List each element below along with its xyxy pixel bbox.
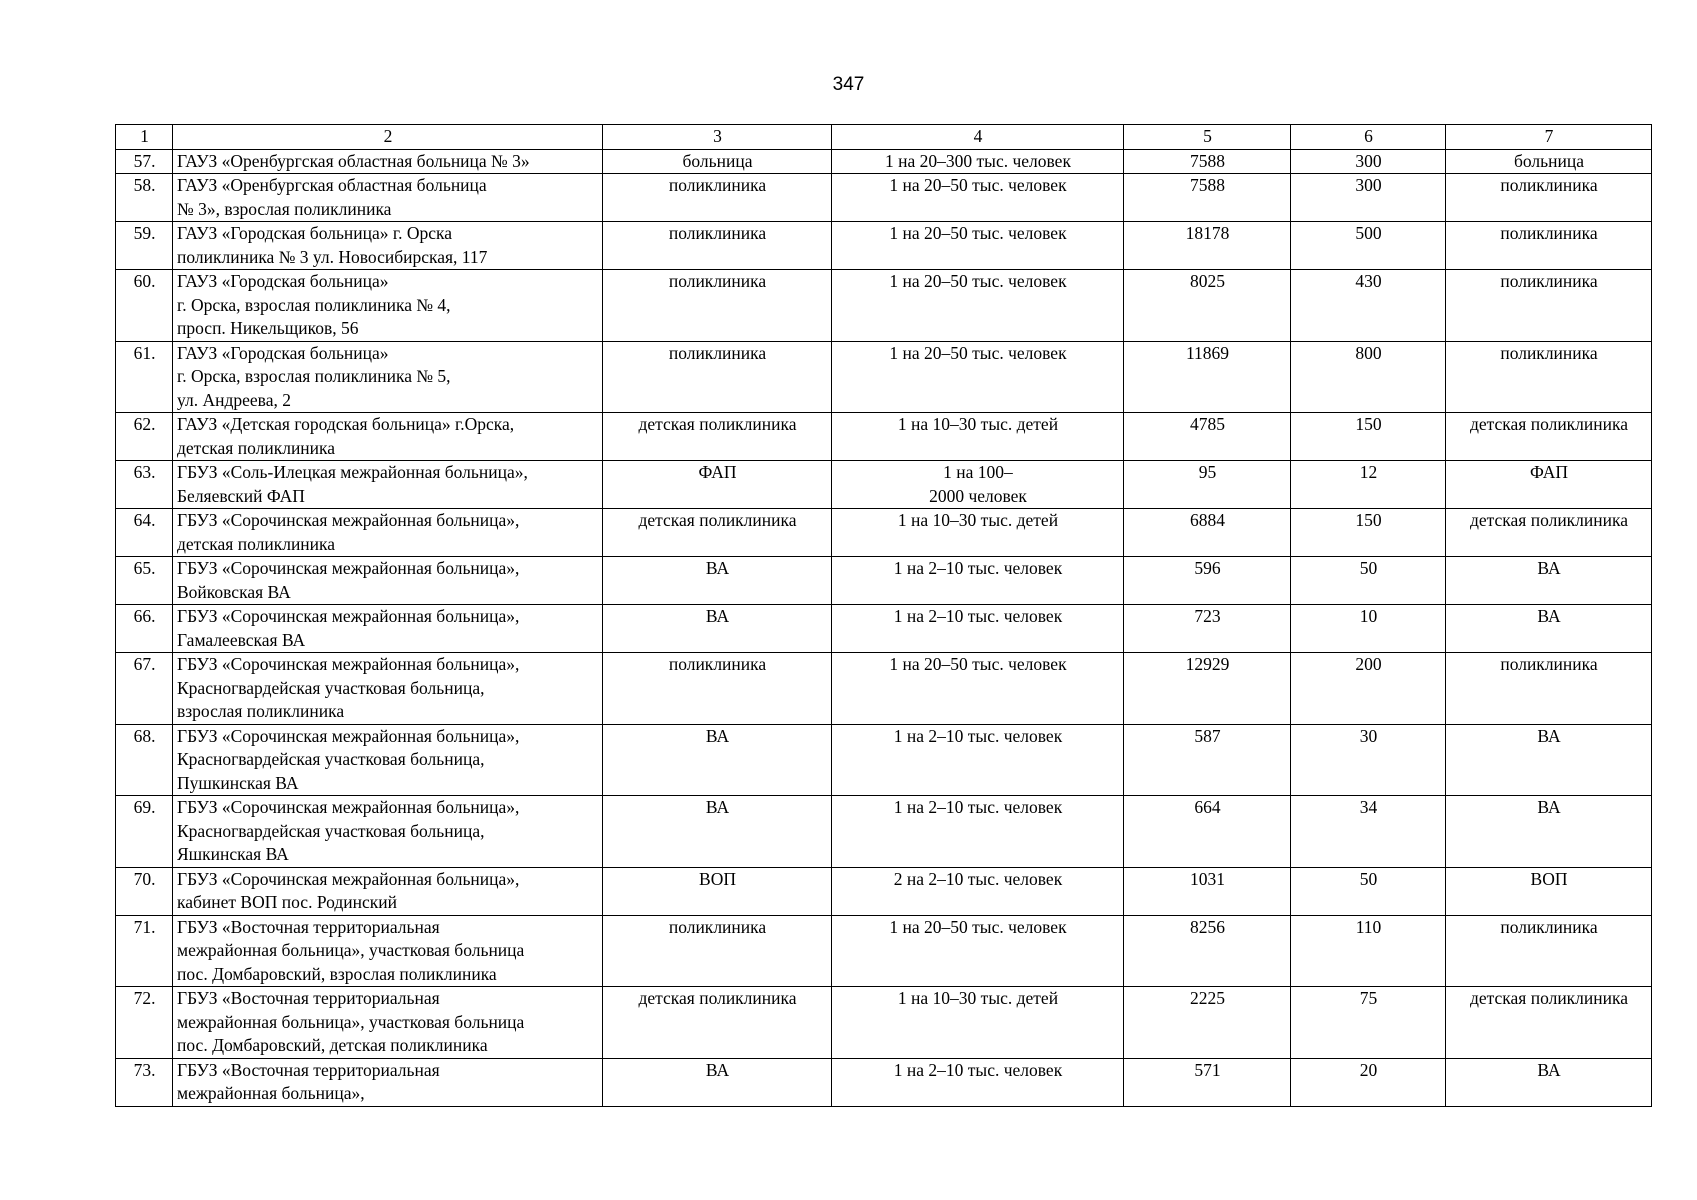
facility-name-line: ГАУЗ «Городская больница» г. Орска	[177, 223, 453, 243]
norm-cell	[832, 724, 1124, 796]
column-7-cell	[1446, 653, 1652, 725]
norm-cell	[832, 796, 1124, 868]
column-5-cell	[1124, 867, 1291, 915]
column-6-value: 75	[1359, 988, 1378, 1008]
facility-type-cell	[603, 149, 832, 174]
column-5-cell	[1124, 341, 1291, 413]
row-number-cell	[116, 557, 173, 605]
table-row	[116, 653, 1652, 725]
row-number: 67.	[133, 654, 156, 674]
norm-cell	[832, 1058, 1124, 1106]
facility-name-line: Гамалеевская ВА	[177, 629, 306, 650]
norm-cell	[832, 270, 1124, 342]
column-7-value: поликлиника	[1500, 916, 1598, 937]
column-7-value: детская поликлиника	[1469, 510, 1629, 530]
facility-type-cell	[603, 605, 832, 653]
facility-type: ВА	[705, 797, 730, 817]
facility-type-cell	[603, 1058, 832, 1106]
column-5-cell	[1124, 724, 1291, 796]
column-6-cell	[1291, 915, 1446, 987]
norm-line: 1 на 2–10 тыс. человек	[893, 606, 1063, 626]
column-6-value: 110	[1355, 916, 1382, 937]
facility-name-line: ГБУЗ «Сорочинская межрайонная больница»,	[177, 868, 520, 889]
facility-name-line: ГАУЗ «Оренбургская областная больница № 3»	[177, 150, 530, 171]
facility-name-line: Красногвардейская участковая больница,	[177, 749, 485, 769]
column-6-cell	[1291, 149, 1446, 174]
row-number-cell	[116, 461, 173, 509]
column-6-value: 10	[1359, 606, 1378, 626]
facility-name-line: ГБУЗ «Сорочинская межрайонная больница»,	[177, 797, 520, 817]
norm-cell	[832, 461, 1124, 509]
row-number: 71.	[133, 916, 156, 937]
row-number-cell	[116, 1058, 173, 1106]
column-7-cell	[1446, 796, 1652, 868]
column-5-value: 664	[1194, 797, 1221, 817]
facility-name-line: межрайонная больница»,	[177, 1083, 365, 1103]
column-6-value: 34	[1359, 797, 1378, 817]
row-number-cell	[116, 867, 173, 915]
row-number: 72.	[133, 988, 156, 1008]
norm-cell	[832, 174, 1124, 222]
facility-type: ФАП	[698, 462, 737, 482]
norm-cell	[832, 341, 1124, 413]
column-6-cell	[1291, 867, 1446, 915]
row-number: 63.	[133, 462, 156, 482]
facility-name-line: взрослая поликлиника	[177, 701, 345, 721]
column-6-cell	[1291, 461, 1446, 509]
column-5-cell	[1124, 149, 1291, 174]
column-6-cell	[1291, 653, 1446, 725]
column-5-cell	[1124, 413, 1291, 461]
norm-line: 1 на 20–50 тыс. человек	[889, 271, 1067, 291]
row-number-cell	[116, 270, 173, 342]
column-7-cell	[1446, 557, 1652, 605]
table-row	[116, 174, 1652, 222]
column-7-cell	[1446, 867, 1652, 915]
norm-line: 1 на 10–30 тыс. детей	[897, 414, 1059, 434]
column-7-value: ВА	[1537, 797, 1561, 817]
facility-name-line: ГАУЗ «Городская больница»	[177, 342, 389, 363]
column-5-value: 8256	[1190, 916, 1225, 937]
table-row	[116, 605, 1652, 653]
table-row	[116, 222, 1652, 270]
column-6-cell	[1291, 413, 1446, 461]
row-number: 58.	[133, 175, 156, 195]
column-7-cell	[1446, 1058, 1652, 1106]
facility-type: поликлиника	[668, 223, 767, 243]
column-header: 6	[1291, 125, 1446, 150]
column-header: 7	[1446, 125, 1652, 150]
column-5-cell	[1124, 509, 1291, 557]
column-7-value: ВА	[1537, 558, 1561, 578]
norm-line: 1 на 20–50 тыс. человек	[889, 223, 1067, 243]
facility-type-cell	[603, 987, 832, 1059]
facility-name-line: пос. Домбаровский, взрослая поликлиника	[177, 963, 497, 984]
row-number-cell	[116, 653, 173, 725]
row-number-cell	[116, 605, 173, 653]
facility-name-line: ГБУЗ «Сорочинская межрайонная больница»,	[177, 606, 520, 626]
norm-line: 1 на 10–30 тыс. детей	[897, 988, 1059, 1008]
column-6-value: 20	[1359, 1059, 1378, 1080]
column-7-value: ВА	[1537, 606, 1561, 626]
column-6-cell	[1291, 724, 1446, 796]
facility-name-cell	[173, 174, 603, 222]
row-number-cell	[116, 174, 173, 222]
norm-cell	[832, 987, 1124, 1059]
table-row	[116, 867, 1652, 915]
row-number: 64.	[133, 510, 156, 530]
column-7-value: поликлиника	[1500, 271, 1598, 291]
column-7-value: детская поликлиника	[1469, 414, 1629, 434]
column-5-cell	[1124, 557, 1291, 605]
facility-name-cell	[173, 341, 603, 413]
facility-name-line: ГБУЗ «Соль-Илецкая межрайонная больница»,	[177, 462, 528, 482]
column-5-value: 723	[1194, 606, 1221, 626]
norm-line: 1 на 2–10 тыс. человек	[893, 725, 1063, 746]
column-7-value: поликлиника	[1500, 175, 1598, 195]
column-header: 3	[603, 125, 832, 150]
table-row	[116, 270, 1652, 342]
facility-name-cell	[173, 605, 603, 653]
row-number: 60.	[133, 271, 156, 291]
column-6-value: 300	[1355, 150, 1382, 171]
facility-name-line: Войковская ВА	[177, 581, 291, 602]
column-5-cell	[1124, 987, 1291, 1059]
column-6-value: 500	[1355, 223, 1382, 243]
facility-name-line: ГАУЗ «Детская городская больница» г.Орска,	[177, 414, 515, 434]
column-5-cell	[1124, 605, 1291, 653]
facility-type: ВА	[705, 1059, 730, 1080]
column-5-cell	[1124, 796, 1291, 868]
column-5-value: 1031	[1190, 868, 1225, 889]
facility-name-cell	[173, 796, 603, 868]
column-6-cell	[1291, 796, 1446, 868]
row-number: 61.	[133, 342, 156, 363]
column-6-value: 50	[1359, 868, 1378, 889]
facility-name-cell	[173, 557, 603, 605]
facility-name-cell	[173, 867, 603, 915]
row-number: 59.	[133, 223, 156, 243]
column-6-value: 430	[1355, 271, 1382, 291]
facility-name-line: межрайонная больница», участковая больница	[177, 1011, 525, 1032]
facility-type: ВА	[705, 725, 730, 746]
norm-cell	[832, 222, 1124, 270]
facility-type-cell	[603, 461, 832, 509]
row-number: 65.	[133, 558, 156, 578]
facility-type-cell	[603, 557, 832, 605]
table-row	[116, 987, 1652, 1059]
column-6-value: 50	[1359, 558, 1378, 578]
row-number-cell	[116, 724, 173, 796]
norm-line: 1 на 2–10 тыс. человек	[893, 558, 1063, 578]
row-number-cell	[116, 341, 173, 413]
facility-type: детская поликлиника	[638, 510, 797, 530]
column-6-cell	[1291, 605, 1446, 653]
table-row	[116, 341, 1652, 413]
column-7-value: ВОП	[1530, 868, 1568, 889]
facility-name-line: ГБУЗ «Сорочинская межрайонная больница»,	[177, 558, 520, 578]
row-number: 70.	[133, 868, 156, 889]
facility-name-cell	[173, 915, 603, 987]
facility-name-line: ГБУЗ «Восточная территориальная	[177, 988, 440, 1008]
facility-type: поликлиника	[668, 654, 767, 674]
column-5-value: 571	[1194, 1059, 1221, 1080]
norm-cell	[832, 915, 1124, 987]
facility-name-line: ГБУЗ «Сорочинская межрайонная больница»,	[177, 510, 520, 530]
column-5-value: 6884	[1190, 510, 1225, 530]
column-5-value: 18178	[1185, 223, 1230, 243]
facility-type: ВА	[705, 606, 730, 626]
column-header: 5	[1124, 125, 1291, 150]
row-number-cell	[116, 149, 173, 174]
column-7-value: ФАП	[1530, 462, 1568, 482]
row-number: 73.	[133, 1059, 156, 1080]
facility-name-line: Беляевский ФАП	[177, 485, 305, 506]
column-5-value: 12929	[1185, 654, 1230, 674]
facility-type: поликлиника	[668, 175, 767, 195]
column-5-value: 95	[1198, 462, 1217, 482]
column-6-cell	[1291, 987, 1446, 1059]
facility-type-cell	[603, 341, 832, 413]
column-header: 1	[116, 125, 173, 150]
facility-name-cell	[173, 653, 603, 725]
column-6-value: 150	[1355, 414, 1382, 434]
row-number-cell	[116, 509, 173, 557]
column-6-value: 800	[1355, 342, 1382, 363]
facility-type: детская поликлиника	[638, 988, 797, 1008]
norm-line: 2000 человек	[929, 485, 1027, 506]
column-6-cell	[1291, 341, 1446, 413]
facility-name-line: г. Орска, взрослая поликлиника № 4,	[177, 294, 451, 315]
norm-cell	[832, 605, 1124, 653]
column-6-value: 12	[1359, 462, 1378, 482]
column-7-cell	[1446, 987, 1652, 1059]
column-5-cell	[1124, 461, 1291, 509]
facility-name-line: кабинет ВОП пос. Родинский	[177, 892, 397, 912]
row-number-cell	[116, 413, 173, 461]
table-row	[116, 149, 1652, 174]
table-row	[116, 1058, 1652, 1106]
column-7-value: ВА	[1537, 1059, 1561, 1080]
norm-cell	[832, 653, 1124, 725]
table-row	[116, 557, 1652, 605]
facility-type-cell	[603, 867, 832, 915]
column-7-value: больница	[1514, 150, 1584, 171]
column-5-cell	[1124, 915, 1291, 987]
facility-name-line: № 3», взрослая поликлиника	[177, 198, 392, 219]
facility-name-cell	[173, 270, 603, 342]
facility-name-cell	[173, 724, 603, 796]
column-7-cell	[1446, 341, 1652, 413]
facility-name-line: Красногвардейская участковая больница,	[177, 820, 485, 841]
facility-name-cell	[173, 1058, 603, 1106]
column-5-value: 596	[1194, 558, 1221, 578]
column-7-cell	[1446, 174, 1652, 222]
column-5-cell	[1124, 653, 1291, 725]
facility-name-cell	[173, 222, 603, 270]
norm-cell	[832, 867, 1124, 915]
column-6-cell	[1291, 222, 1446, 270]
facility-type-cell	[603, 222, 832, 270]
row-number: 57.	[133, 150, 156, 171]
column-6-cell	[1291, 174, 1446, 222]
column-6-cell	[1291, 509, 1446, 557]
column-7-cell	[1446, 413, 1652, 461]
norm-line: 1 на 10–30 тыс. детей	[897, 510, 1059, 530]
column-5-value: 7588	[1190, 150, 1225, 171]
column-7-value: детская поликлиника	[1469, 988, 1629, 1008]
column-5-value: 587	[1194, 725, 1221, 746]
norm-line: 1 на 20–300 тыс. человек	[885, 150, 1071, 171]
norm-line: 1 на 100–	[943, 462, 1013, 482]
column-5-value: 2225	[1190, 988, 1225, 1008]
column-header: 2	[173, 125, 603, 150]
page-number: 347	[832, 74, 865, 95]
column-7-cell	[1446, 605, 1652, 653]
facility-name-line: ГБУЗ «Сорочинская межрайонная больница»,	[177, 725, 520, 746]
facility-type: детская поликлиника	[638, 414, 797, 434]
facility-name-cell	[173, 413, 603, 461]
row-number: 69.	[133, 797, 156, 817]
norm-line: 2 на 2–10 тыс. человек	[893, 868, 1063, 889]
norm-cell	[832, 149, 1124, 174]
facility-name-line: г. Орска, взрослая поликлиника № 5,	[177, 366, 451, 386]
column-5-cell	[1124, 1058, 1291, 1106]
table-row	[116, 509, 1652, 557]
facility-name-line: ГАУЗ «Городская больница»	[177, 271, 389, 291]
facility-type: ВА	[705, 558, 730, 578]
row-number: 66.	[133, 606, 156, 626]
facility-type: поликлиника	[668, 342, 767, 363]
facility-name-line: пос. Домбаровский, детская поликлиника	[177, 1035, 488, 1055]
table-header-row	[116, 125, 1652, 150]
column-7-value: ВА	[1537, 725, 1561, 746]
norm-line: 1 на 20–50 тыс. человек	[889, 175, 1067, 195]
column-6-cell	[1291, 270, 1446, 342]
column-6-value: 200	[1355, 654, 1382, 674]
row-number: 62.	[133, 414, 156, 434]
facility-name-line: ГБУЗ «Восточная территориальная	[177, 916, 440, 937]
column-7-value: поликлиника	[1500, 223, 1598, 243]
facility-name-line: детская поликлиника	[177, 533, 336, 554]
facility-type-cell	[603, 915, 832, 987]
facility-type-cell	[603, 270, 832, 342]
facility-name-line: Красногвардейская участковая больница,	[177, 677, 485, 698]
table-row	[116, 461, 1652, 509]
facility-name-line: просп. Никельщиков, 56	[177, 318, 359, 338]
column-5-value: 8025	[1190, 271, 1225, 291]
table-row	[116, 915, 1652, 987]
column-6-value: 30	[1359, 725, 1378, 746]
facility-name-line: ул. Андреева, 2	[177, 389, 291, 410]
column-7-cell	[1446, 509, 1652, 557]
row-number-cell	[116, 796, 173, 868]
table-body	[116, 149, 1652, 1106]
facility-name-cell	[173, 461, 603, 509]
facility-name-cell	[173, 509, 603, 557]
facility-type-cell	[603, 724, 832, 796]
facility-name-line: ГАУЗ «Оренбургская областная больница	[177, 175, 487, 195]
column-7-cell	[1446, 222, 1652, 270]
table-row	[116, 796, 1652, 868]
column-5-value: 11869	[1185, 342, 1230, 363]
norm-line: 1 на 2–10 тыс. человек	[893, 1059, 1063, 1080]
column-7-cell	[1446, 149, 1652, 174]
norm-line: 1 на 20–50 тыс. человек	[889, 916, 1067, 937]
facility-name-cell	[173, 987, 603, 1059]
column-6-value: 300	[1355, 175, 1382, 195]
column-6-cell	[1291, 557, 1446, 605]
facility-type-cell	[603, 509, 832, 557]
norm-cell	[832, 557, 1124, 605]
facility-type: ВОП	[699, 868, 736, 889]
facility-name-cell	[173, 149, 603, 174]
column-5-value: 7588	[1190, 175, 1225, 195]
facility-type: больница	[682, 150, 753, 171]
facility-name-line: поликлиника № 3 ул. Новосибирская, 117	[177, 246, 488, 267]
column-header: 4	[832, 125, 1124, 150]
facility-type-cell	[603, 653, 832, 725]
facility-name-line: межрайонная больница», участковая больница	[177, 940, 525, 960]
row-number-cell	[116, 987, 173, 1059]
facility-name-line: детская поликлиника	[177, 437, 336, 458]
column-5-value: 4785	[1190, 414, 1225, 434]
column-6-value: 150	[1355, 510, 1382, 530]
row-number-cell	[116, 915, 173, 987]
facility-name-line: ГБУЗ «Сорочинская межрайонная больница»,	[177, 654, 520, 674]
facility-type-cell	[603, 413, 832, 461]
norm-line: 1 на 2–10 тыс. человек	[893, 797, 1063, 817]
column-5-cell	[1124, 222, 1291, 270]
column-7-cell	[1446, 270, 1652, 342]
column-7-value: поликлиника	[1500, 654, 1598, 674]
facility-type: поликлиника	[668, 916, 767, 937]
column-7-value: поликлиника	[1500, 342, 1598, 363]
column-5-cell	[1124, 174, 1291, 222]
facility-type-cell	[603, 796, 832, 868]
column-5-cell	[1124, 270, 1291, 342]
row-number: 68.	[133, 725, 156, 746]
norm-line: 1 на 20–50 тыс. человек	[889, 342, 1067, 363]
column-7-cell	[1446, 915, 1652, 987]
table-row	[116, 724, 1652, 796]
norm-cell	[832, 509, 1124, 557]
facilities-table	[115, 124, 1652, 1107]
facility-name-line: Пушкинская ВА	[177, 772, 299, 793]
table-row	[116, 413, 1652, 461]
facility-type-cell	[603, 174, 832, 222]
column-6-cell	[1291, 1058, 1446, 1106]
column-7-cell	[1446, 461, 1652, 509]
facility-name-line: Яшкинская ВА	[177, 844, 289, 864]
column-7-cell	[1446, 724, 1652, 796]
row-number-cell	[116, 222, 173, 270]
facility-name-line: ГБУЗ «Восточная территориальная	[177, 1059, 440, 1080]
norm-line: 1 на 20–50 тыс. человек	[889, 654, 1067, 674]
facility-type: поликлиника	[668, 271, 767, 291]
norm-cell	[832, 413, 1124, 461]
